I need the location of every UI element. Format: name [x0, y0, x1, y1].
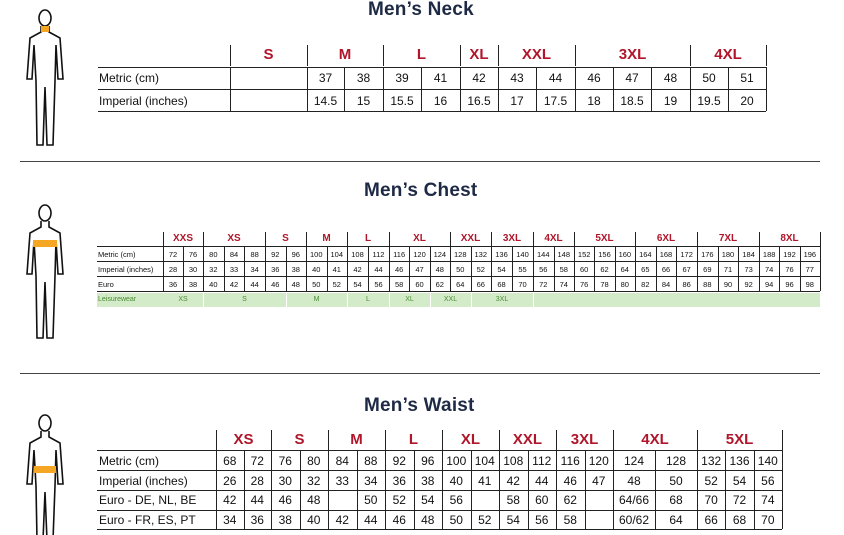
size-header-3xl: 3XL — [570, 431, 599, 448]
table-gridline — [216, 430, 217, 450]
size-header-xl: XL — [413, 233, 426, 244]
metric-cell: 76 — [188, 250, 198, 259]
row-label-imperial: Imperial (inches) — [99, 94, 188, 108]
section-divider — [20, 373, 820, 374]
imperial-cell: 28 — [168, 265, 178, 274]
metric-cell: 188 — [762, 250, 776, 259]
metric-cell: 116 — [560, 454, 580, 468]
table-gridline — [98, 89, 766, 90]
metric-cell: 72 — [250, 454, 264, 468]
row-label-metric: Metric (cm) — [99, 454, 159, 468]
metric-cell: 51 — [740, 71, 754, 85]
metric-cell: 88 — [364, 454, 378, 468]
euro-cell: 40 — [209, 280, 218, 289]
imperial-cell: 47 — [415, 265, 424, 274]
table-gridline — [782, 450, 783, 529]
imperial-cell: 15 — [356, 94, 371, 108]
table-gridline — [759, 232, 760, 246]
metric-cell: 172 — [680, 250, 693, 259]
table-gridline — [306, 232, 307, 246]
metric-cell: 176 — [701, 250, 714, 259]
metric-cell: 120 — [588, 454, 609, 468]
imperial-cell: 67 — [682, 265, 691, 274]
metric-cell: 37 — [318, 71, 333, 85]
imperial-cell: 17.5 — [543, 94, 568, 108]
metric-cell: 136 — [729, 454, 750, 468]
table-gridline — [575, 45, 576, 66]
leisurewear-size: 3XL — [495, 296, 509, 303]
imperial-cell: 60 — [579, 265, 589, 274]
metric-cell: 140 — [757, 454, 778, 468]
euro-cell: 76 — [579, 280, 589, 289]
table-gridline — [766, 45, 767, 66]
euro_de-cell: 54 — [421, 493, 435, 507]
euro-cell: 54 — [353, 280, 362, 289]
size-header-xxl: XXL — [521, 46, 552, 63]
metric-cell: 120 — [413, 250, 426, 259]
size-header-4xl: 4XL — [641, 431, 669, 448]
imperial-cell: 38 — [291, 265, 300, 274]
size-header-m: M — [338, 46, 352, 63]
row-label-euro_de: Euro - DE, NL, BE — [99, 493, 197, 507]
table-gridline — [782, 430, 783, 450]
chest-title: Men’s Chest — [364, 180, 478, 201]
euro_de-cell: 52 — [392, 493, 406, 507]
imperial-cell: 55 — [518, 265, 527, 274]
table-gridline — [98, 67, 766, 68]
imperial-cell: 16.5 — [467, 94, 491, 108]
euro_de-cell: 58 — [506, 493, 520, 507]
metric-cell: 148 — [557, 250, 570, 259]
metric-cell: 42 — [472, 71, 486, 85]
imperial-cell: 34 — [250, 265, 259, 274]
table-gridline — [442, 430, 443, 450]
metric-cell: 184 — [742, 250, 755, 259]
imperial-cell: 15.5 — [390, 94, 414, 108]
euro_de-cell: 60 — [535, 493, 549, 507]
euro_fr-cell: 68 — [732, 513, 747, 527]
metric-cell: 100 — [446, 454, 467, 468]
row-label-leisurewear: Leisurewear — [98, 296, 137, 303]
euro_fr-cell: 34 — [223, 513, 237, 527]
metric-cell: 168 — [659, 250, 673, 259]
table-gridline — [265, 232, 266, 246]
section-divider — [20, 161, 820, 162]
leisurewear-size: M — [313, 296, 320, 303]
euro_fr-cell: 52 — [478, 513, 492, 527]
imperial-cell: 28 — [250, 474, 264, 488]
size-header-xxs: XXS — [172, 233, 193, 244]
metric-cell: 160 — [618, 250, 632, 259]
size-header-s: S — [263, 46, 274, 63]
neck-title: Men’s Neck — [368, 0, 474, 20]
euro_fr-cell: 40 — [307, 513, 321, 527]
table-gridline — [820, 232, 821, 246]
metric-cell: 47 — [625, 71, 639, 85]
imperial-cell: 48 — [627, 474, 641, 488]
imperial-cell: 41 — [478, 474, 492, 488]
row-label-euro: Euro — [98, 280, 114, 289]
size-header-7xl: 7XL — [718, 233, 738, 244]
euro-cell: 70 — [518, 280, 527, 289]
euro_de-cell: 56 — [449, 493, 463, 507]
metric-cell: 80 — [209, 250, 218, 259]
metric-cell: 104 — [474, 454, 495, 468]
euro-cell: 86 — [682, 280, 691, 289]
table-gridline — [460, 45, 461, 66]
imperial-cell: 50 — [669, 474, 683, 488]
table-gridline — [635, 232, 636, 246]
imperial-cell: 32 — [307, 474, 321, 488]
euro_de-cell: 42 — [223, 493, 237, 507]
imperial-cell: 36 — [271, 265, 280, 274]
metric-cell: 38 — [356, 71, 371, 85]
leisurewear-size: L — [366, 296, 370, 303]
euro-cell: 80 — [620, 280, 629, 289]
imperial-cell: 47 — [592, 474, 606, 488]
euro-cell: 66 — [476, 280, 485, 289]
size-header-xs: XS — [227, 233, 241, 244]
euro-cell: 78 — [600, 280, 609, 289]
metric-cell: 44 — [548, 71, 563, 85]
table-gridline — [163, 232, 164, 246]
leisure-separator — [533, 293, 534, 307]
imperial-cell: 44 — [374, 265, 383, 274]
euro-cell: 58 — [394, 280, 404, 289]
imperial-cell: 16 — [433, 94, 448, 108]
euro-cell: 74 — [559, 280, 568, 289]
row-label-metric: Metric (cm) — [99, 71, 159, 85]
metric-cell: 50 — [702, 71, 716, 85]
size-header-m: M — [350, 431, 363, 448]
imperial-cell: 62 — [600, 265, 609, 274]
euro_de-cell: 44 — [250, 493, 264, 507]
metric-cell: 124 — [433, 250, 447, 259]
size-header-4xl: 4XL — [544, 233, 563, 244]
euro_de-cell: 72 — [732, 493, 747, 507]
imperial-cell: 18.5 — [620, 94, 644, 108]
imperial-cell: 69 — [703, 265, 712, 274]
imperial-cell: 14.5 — [313, 94, 338, 108]
metric-cell: 88 — [250, 250, 259, 259]
size-header-6xl: 6XL — [656, 233, 676, 244]
metric-cell: 140 — [516, 250, 529, 259]
imperial-cell: 54 — [497, 265, 506, 274]
table-gridline — [498, 45, 499, 66]
row-label-imperial: Imperial (inches) — [98, 265, 154, 274]
size-header-5xl: 5XL — [595, 233, 614, 244]
euro-cell: 36 — [168, 280, 178, 289]
imperial-cell: 74 — [764, 265, 774, 274]
table-gridline — [230, 67, 231, 111]
imperial-cell: 58 — [559, 265, 568, 274]
euro-cell: 94 — [764, 280, 774, 289]
metric-cell: 164 — [639, 250, 652, 259]
imperial-cell: 50 — [456, 265, 465, 274]
euro_fr-cell: 64 — [669, 513, 683, 527]
table-gridline — [307, 45, 308, 66]
imperial-cell: 38 — [421, 474, 435, 488]
size-header-m: M — [322, 233, 331, 244]
euro_fr-cell: 44 — [364, 513, 378, 527]
imperial-cell: 34 — [364, 474, 378, 488]
metric-cell: 41 — [433, 71, 448, 85]
imperial-cell: 19.5 — [697, 94, 721, 108]
imperial-cell: 54 — [732, 474, 747, 488]
euro_de-cell: 46 — [278, 493, 292, 507]
metric-cell: 144 — [536, 250, 550, 259]
table-gridline — [98, 111, 766, 112]
euro_fr-cell: 42 — [335, 513, 349, 527]
table-gridline — [97, 490, 782, 491]
euro_de-cell: 50 — [364, 493, 378, 507]
euro_de-cell: 74 — [761, 493, 775, 507]
euro_de-cell: 68 — [669, 493, 683, 507]
imperial-cell: 40 — [312, 265, 321, 274]
table-gridline — [613, 430, 614, 450]
imperial-cell: 71 — [723, 265, 733, 274]
euro-cell: 42 — [229, 280, 239, 289]
euro-cell: 72 — [539, 280, 548, 289]
imperial-cell: 52 — [704, 474, 718, 488]
metric-cell: 48 — [663, 71, 678, 85]
metric-cell: 92 — [392, 454, 406, 468]
size-header-xl: XL — [460, 431, 481, 448]
euro_fr-cell: 38 — [278, 513, 292, 527]
imperial-cell: 33 — [229, 265, 239, 274]
size-header-xxl: XXL — [460, 233, 481, 244]
imperial-cell: 66 — [661, 265, 671, 274]
table-gridline — [574, 232, 575, 246]
metric-cell: 46 — [587, 71, 601, 85]
row-label-imperial: Imperial (inches) — [99, 474, 188, 488]
size-header-s: S — [282, 233, 289, 244]
table-gridline — [97, 276, 820, 277]
euro-cell: 50 — [312, 280, 321, 289]
euro_fr-cell: 50 — [449, 513, 463, 527]
table-gridline — [97, 470, 782, 471]
euro-cell: 56 — [374, 280, 383, 289]
imperial-cell: 73 — [744, 265, 753, 274]
metric-cell: 112 — [372, 250, 385, 259]
size-header-xl: XL — [469, 46, 489, 63]
metric-cell: 132 — [474, 250, 487, 259]
size-header-xs: XS — [233, 431, 254, 448]
table-gridline — [347, 232, 348, 246]
metric-cell: 124 — [623, 454, 645, 468]
leisurewear-size: S — [242, 296, 247, 303]
euro_de-cell: 62 — [563, 493, 577, 507]
metric-cell: 132 — [701, 454, 722, 468]
imperial-cell: 40 — [449, 474, 463, 488]
metric-cell: 108 — [351, 250, 364, 259]
euro_fr-cell: 56 — [535, 513, 549, 527]
table-gridline — [491, 232, 492, 246]
euro_fr-cell: 48 — [421, 513, 435, 527]
euro_fr-cell: 54 — [506, 513, 520, 527]
imperial-cell: 46 — [563, 474, 577, 488]
euro-cell: 62 — [435, 280, 444, 289]
imperial-cell: 42 — [353, 265, 362, 274]
metric-cell: 96 — [291, 250, 300, 259]
leisurewear-size: XS — [178, 296, 188, 303]
table-gridline — [385, 430, 386, 450]
size-header-l: L — [364, 233, 372, 244]
euro-cell: 48 — [291, 280, 300, 289]
table-gridline — [97, 246, 820, 247]
metric-cell: 72 — [168, 250, 178, 259]
metric-cell: 84 — [335, 454, 349, 468]
metric-cell: 104 — [330, 250, 343, 259]
size-header-l: L — [408, 431, 419, 448]
metric-cell: 192 — [783, 250, 796, 259]
table-gridline — [97, 450, 782, 451]
imperial-cell: 46 — [394, 265, 404, 274]
euro_de-cell: 64/66 — [618, 493, 650, 507]
table-gridline — [328, 430, 329, 450]
euro-cell: 52 — [332, 280, 341, 289]
euro_de-cell: 70 — [704, 493, 718, 507]
imperial-cell: 41 — [332, 265, 341, 274]
euro_fr-cell: 46 — [392, 513, 406, 527]
size-header-3xl: 3XL — [502, 233, 522, 244]
metric-cell: 92 — [271, 250, 280, 259]
table-gridline — [97, 291, 820, 292]
row-label-metric: Metric (cm) — [98, 250, 136, 259]
leisurewear-size: XXL — [443, 296, 458, 303]
euro-cell: 46 — [271, 280, 280, 289]
table-gridline — [690, 45, 691, 66]
imperial-cell: 32 — [209, 265, 218, 274]
table-gridline — [230, 45, 231, 66]
euro-cell: 92 — [744, 280, 753, 289]
euro-cell: 84 — [661, 280, 671, 289]
euro-cell: 96 — [785, 280, 794, 289]
metric-cell: 108 — [503, 454, 524, 468]
euro-cell: 90 — [723, 280, 733, 289]
imperial-cell: 30 — [278, 474, 292, 488]
size-header-l: L — [416, 46, 427, 63]
imperial-cell: 33 — [335, 474, 349, 488]
table-gridline — [97, 510, 782, 511]
table-gridline — [203, 232, 204, 246]
table-gridline — [97, 261, 820, 262]
imperial-cell: 17 — [510, 94, 524, 108]
table-gridline — [450, 232, 451, 246]
euro-cell: 64 — [456, 280, 465, 289]
metric-cell: 196 — [803, 250, 817, 259]
table-gridline — [533, 232, 534, 246]
table-gridline — [556, 430, 557, 450]
metric-cell: 68 — [223, 454, 237, 468]
metric-cell: 128 — [453, 250, 467, 259]
metric-cell: 76 — [278, 454, 292, 468]
metric-cell: 96 — [421, 454, 435, 468]
waist-figure-icon — [18, 410, 80, 535]
table-gridline — [697, 430, 698, 450]
imperial-cell: 36 — [392, 474, 406, 488]
leisurewear-size: XL — [405, 296, 414, 303]
metric-cell: 156 — [598, 250, 611, 259]
size-header-3xl: 3XL — [618, 46, 647, 63]
table-gridline — [820, 246, 821, 291]
euro_fr-cell: 36 — [250, 513, 264, 527]
table-gridline — [389, 232, 390, 246]
table-gridline — [697, 232, 698, 246]
imperial-cell: 56 — [761, 474, 775, 488]
metric-cell: 100 — [309, 250, 323, 259]
metric-cell: 128 — [665, 454, 687, 468]
metric-cell: 80 — [307, 454, 321, 468]
size-header-4xl: 4XL — [714, 46, 742, 63]
euro-cell: 82 — [641, 280, 650, 289]
table-gridline — [766, 67, 767, 111]
waist-title: Men’s Waist — [364, 395, 475, 416]
euro_fr-cell: 60/62 — [618, 513, 650, 527]
metric-cell: 152 — [577, 250, 591, 259]
size-header-8xl: 8XL — [780, 233, 799, 244]
euro_fr-cell: 58 — [563, 513, 577, 527]
imperial-cell: 44 — [535, 474, 549, 488]
metric-cell: 136 — [495, 250, 508, 259]
imperial-cell: 48 — [435, 265, 444, 274]
imperial-cell: 19 — [663, 94, 678, 108]
euro-cell: 60 — [415, 280, 424, 289]
table-gridline — [499, 430, 500, 450]
imperial-cell: 20 — [740, 94, 754, 108]
metric-cell: 180 — [721, 250, 735, 259]
imperial-cell: 76 — [785, 265, 794, 274]
table-gridline — [97, 529, 782, 530]
euro-cell: 98 — [805, 280, 814, 289]
metric-cell: 43 — [510, 71, 524, 85]
size-header-5xl: 5XL — [725, 431, 754, 448]
metric-cell: 116 — [393, 250, 406, 259]
imperial-cell: 56 — [539, 265, 548, 274]
imperial-cell: 64 — [620, 265, 629, 274]
imperial-cell: 65 — [641, 265, 650, 274]
euro_fr-cell: 70 — [761, 513, 775, 527]
imperial-cell: 77 — [805, 265, 814, 274]
chest-figure-icon — [18, 200, 80, 345]
table-gridline — [271, 430, 272, 450]
euro-cell: 38 — [188, 280, 198, 289]
imperial-cell: 42 — [506, 474, 520, 488]
table-gridline — [383, 45, 384, 66]
euro-cell: 44 — [250, 280, 259, 289]
size-header-xxl: XXL — [512, 431, 543, 448]
size-header-s: S — [294, 431, 305, 448]
imperial-cell: 52 — [476, 265, 485, 274]
neck-figure-icon — [18, 5, 80, 150]
euro_fr-cell: 66 — [704, 513, 718, 527]
metric-cell: 39 — [395, 71, 409, 85]
euro-cell: 88 — [703, 280, 712, 289]
metric-cell: 112 — [532, 454, 552, 468]
imperial-cell: 26 — [223, 474, 237, 488]
row-label-euro_fr: Euro - FR, ES, PT — [99, 513, 196, 527]
imperial-cell: 18 — [587, 94, 601, 108]
euro-cell: 68 — [497, 280, 506, 289]
euro_de-cell: 48 — [307, 493, 321, 507]
metric-cell: 84 — [229, 250, 239, 259]
imperial-cell: 30 — [188, 265, 198, 274]
